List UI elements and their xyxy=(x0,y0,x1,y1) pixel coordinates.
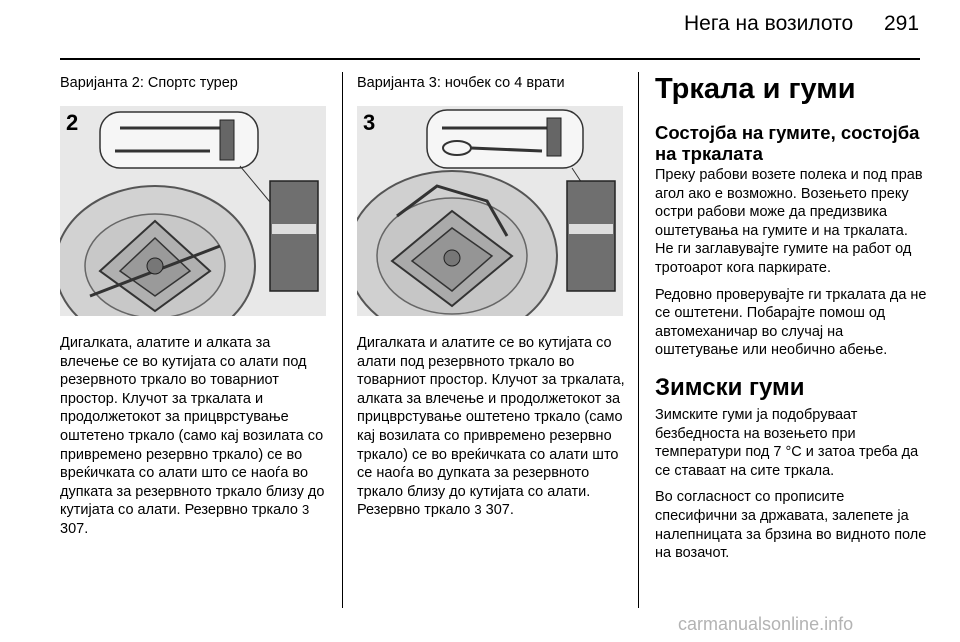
header-rule xyxy=(60,58,920,60)
figure-number-3: 3 xyxy=(363,110,376,135)
figure-notchback-tools xyxy=(357,106,623,316)
variant-3-text xyxy=(357,334,627,520)
page-reference-icon: 3 xyxy=(301,502,310,518)
subsection-title: Состојба на гумите, состојба на тркалата xyxy=(655,122,920,164)
column-divider-2 xyxy=(638,72,639,608)
paragraph-1: Преку рабови возете полека и под прав агол ако е возможно. Возењето преку остри рабови може да предизвика оштетувања на гумите и на тркалата. Не ги заглавувајте гумите на работ од тротоарот кога паркирате. xyxy=(655,167,923,276)
variant-3-paragraph: Дигалката и алатите се во кутијата со алати под резервното тркало во товарниот простор. Клучот за тркалата, алката за влечење и продолжетокот за прицврстување оштетено тркало (само кај возилата со привремено резервно тркало) се во вреќичката со алати што се наоѓа во дупката за резервното тркало близу до кутијата со алати. Резервно тркало xyxy=(357,335,625,519)
column-1 xyxy=(60,74,330,539)
page-number: 291 xyxy=(884,12,920,35)
paragraph-3: Зимските гуми ја подобруваат безбедноста на возењето при температури под 7 °C и затоа треба да се ставаат на сите тркала. xyxy=(655,406,919,479)
paragraph-2: Редовно проверувајте ги тркалата да не се оштетени. Побарајте помош од автомеханичар во случај на оштетување или необично абење. xyxy=(655,286,927,359)
watermark: carmanualsonline.info xyxy=(678,614,854,634)
variant-2-paragraph: Дигалката, алатите и алката за влечење се во кутијата со алати под резервното тркало во товарниот простор. Клучот за тркалата и продолжетокот за прицврстување оштетено тркало (само кај возилата со привремено резервно тркало) се во вреќичката со алати што се наоѓа во дупката за резервното тркало близу до кутијата со алати. Резервно тркало xyxy=(60,335,325,519)
column-2 xyxy=(357,74,627,520)
variant-2-page-ref: 307. xyxy=(60,520,89,537)
variant-2-text xyxy=(60,334,330,539)
column-3 xyxy=(655,74,927,571)
column-divider-1 xyxy=(342,72,343,608)
variant-3-heading: Варијанта 3: ночбек со 4 врати xyxy=(357,75,565,91)
variant-2-heading: Варијанта 2: Спортс турер xyxy=(60,75,238,91)
paragraph-4: Во согласност со прописите спесифични за државата, залепете ја налепницата за брзина во видното поле на возачот. xyxy=(655,489,927,562)
page-reference-icon: 3 xyxy=(474,502,482,518)
figure-sports-tourer-tools xyxy=(60,106,326,316)
section-title: Тркала и гуми xyxy=(655,73,856,105)
variant-3-page-ref: 307. xyxy=(485,502,514,519)
winter-tyres-title: Зимски гуми xyxy=(655,373,805,401)
tools-illustration xyxy=(60,106,326,316)
tools-illustration xyxy=(357,106,623,316)
figure-number-2: 2 xyxy=(66,110,79,135)
page-header-title: Нега на возилото xyxy=(684,12,854,35)
